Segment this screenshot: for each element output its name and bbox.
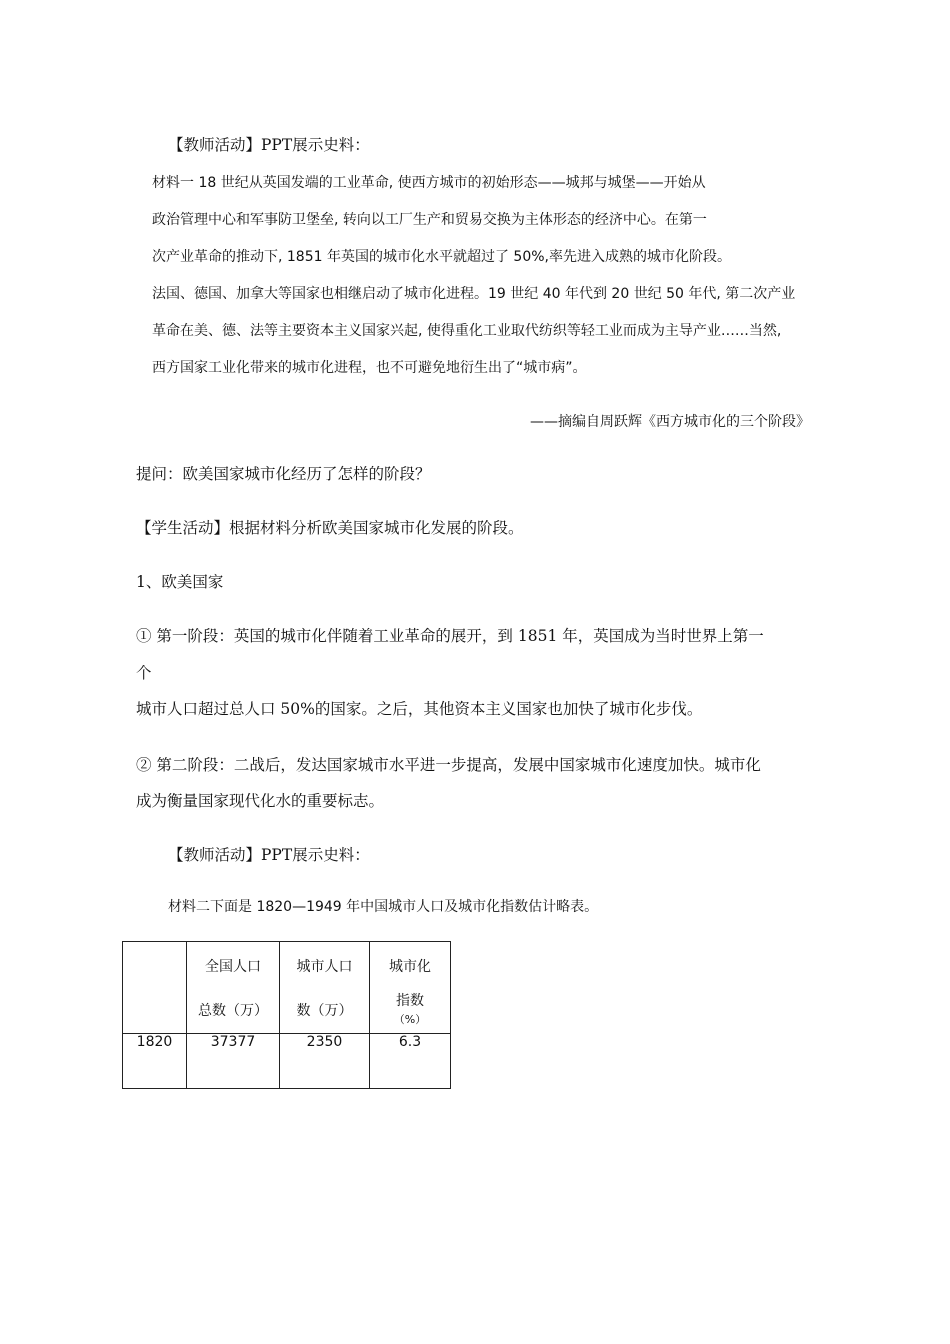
material-one-line: 西方国家工业化带来的城市化进程，也不可避免地衍生出了“城市病”。 [152,360,587,376]
material-two-caption: 材料二下面是 1820—1949 年中国城市人口及城市化指数估计略表。 [168,899,599,915]
stage-two-text: 成为衡量国家现代化水的重要标志。 [136,792,385,810]
table-header-cell [187,942,280,1034]
teacher-activity-heading: 【教师活动】PPT展示史料： [168,136,370,154]
header-label: 数（万） [296,1003,353,1019]
table-header-cell [123,942,187,1034]
header-label: 城市化 [389,959,431,975]
stage-one-text: 城市人口超过总人口 50%的国家。之后，其他资本主义国家也加快了城市化步伐。 [136,700,703,718]
section-heading: 1、欧美国家 [136,573,224,591]
material-one-line: 法国、德国、加拿大等国家也相继启动了城市化进程。19 世纪 40 年代到 20 世纪 50 年代, 第二次产业 [152,286,796,302]
stage-two-text: ② 第二阶段：二战后，发达国家城市水平进一步提高，发展中国家城市化速度加快。城市化 [136,756,761,774]
table-cell: 6.3 [370,1034,451,1089]
material-one-line: 次产业革命的推动下, 1851 年英国的城市化水平就超过了 50%,率先进入成熟的城市化阶段。 [152,249,731,265]
teacher-activity-heading: 【教师活动】PPT展示史料： [168,846,370,864]
table-cell: 1820 [123,1034,187,1089]
table-cell: 2350 [280,1034,370,1089]
material-one-line: 政治管理中心和军事防卫堡垒, 转向以工厂生产和贸易交换为主体形态的经济中心。在第一 [152,212,707,228]
stage-one-text: 个 [136,664,152,682]
header-label: 城市人口 [296,959,353,975]
header-unit: （%） [393,1013,427,1026]
table-row [123,1034,451,1089]
header-label: 全国人口 [205,959,261,975]
header-label: 指数 [396,993,424,1009]
stage-one-text: ① 第一阶段：英国的城市化伴随着工业革命的展开，到 1851 年，英国成为当时世界上第一 [136,627,764,645]
table-header-row [123,942,451,1034]
header-label: 总数（万） [198,1003,268,1019]
urbanization-table [122,941,451,1089]
table-header-cell [370,942,451,1034]
question-text: 提问：欧美国家城市化经历了怎样的阶段？ [136,465,431,483]
material-one-line: 革命在美、德、法等主要资本主义国家兴起, 使得重化工业取代纺织等轻工业而成为主导产业……当然, [152,323,782,339]
student-activity-heading: 【学生活动】根据材料分析欧美国家城市化发展的阶段。 [136,519,524,537]
table-cell: 37377 [187,1034,280,1089]
table-header-cell [280,942,370,1034]
material-one-line: 材料一 18 世纪从英国发端的工业革命, 使西方城市的初始形态——城邦与城堡——开始从 [152,175,706,191]
source-citation: ——摘编自周跃辉《西方城市化的三个阶段》 [530,414,810,430]
